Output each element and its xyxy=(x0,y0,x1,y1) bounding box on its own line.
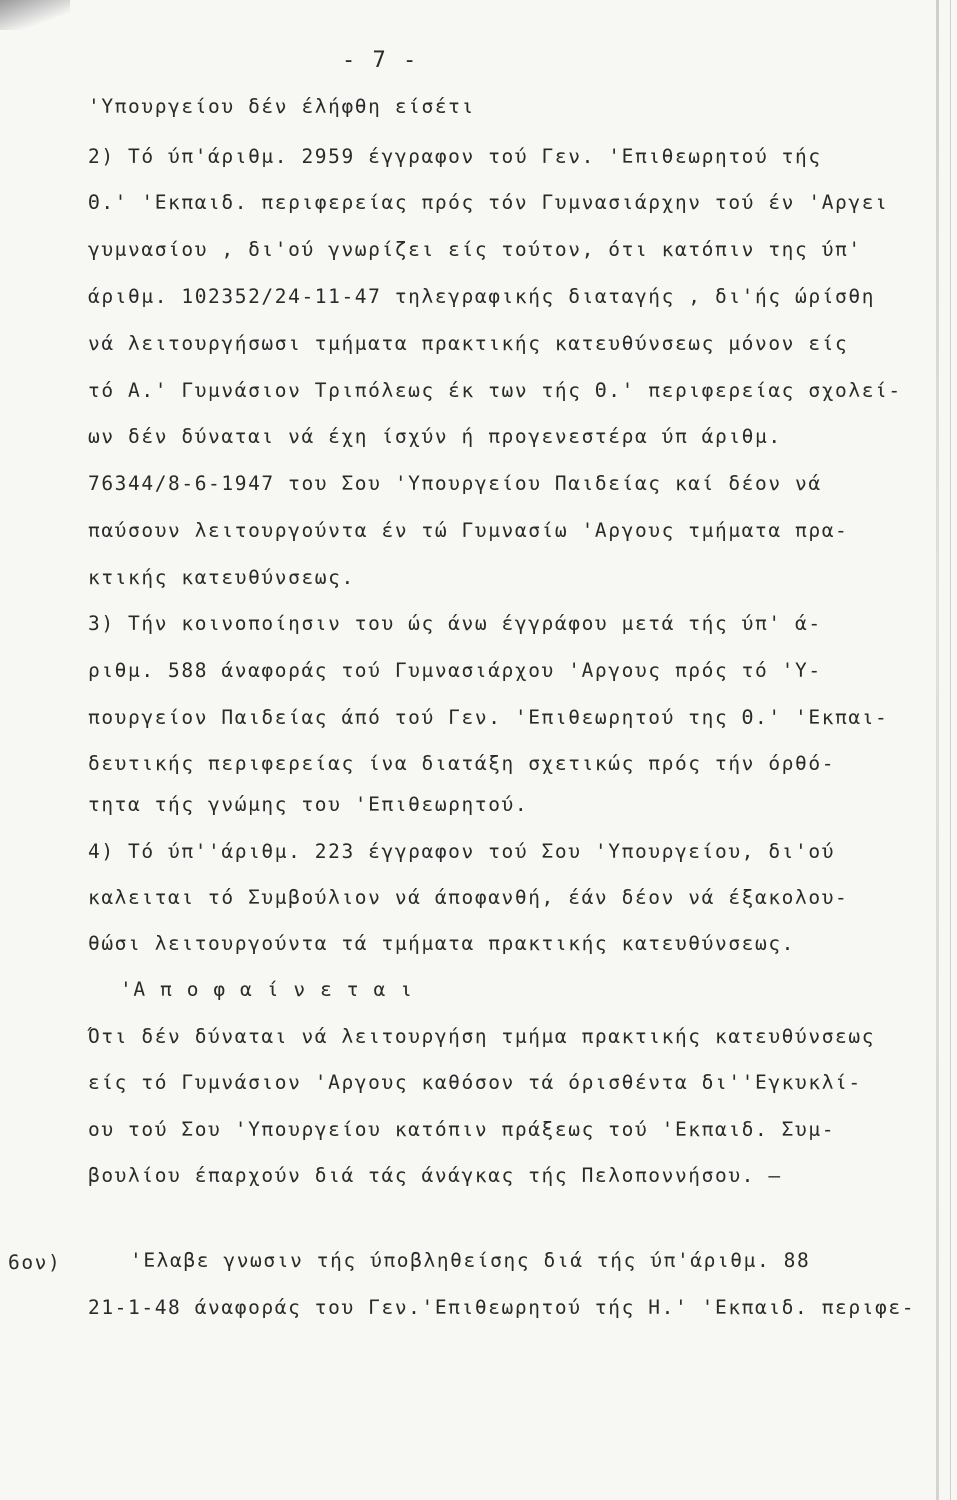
scan-corner-shadow xyxy=(0,0,70,30)
item-label-6: 6ον) xyxy=(8,1251,62,1274)
text-line: 21-1-48 άναφοράς του Γεν.'Επιθεωρητού τής Η.' 'Εκπαιδ. περιφε- xyxy=(88,1296,916,1319)
text-line: 4) Τό ύπ''άριθμ. 223 έγγραφον τού Σου 'Υπουργείου, δι'ού xyxy=(88,840,836,863)
text-line: ου τού Σου 'Υπουργείου κατόπιν πράξεως τού 'Εκπαιδ. Συμ- xyxy=(88,1118,836,1141)
text-line: 'Ελαβε γνωσιν τής ύποβληθείσης διά τής ύπ'άριθμ. 88 xyxy=(130,1249,811,1272)
text-line: νά λειτουργήσωσι τμήματα πρακτικής κατευθύνσεως μόνον είς xyxy=(88,332,849,355)
text-line: 'Υπουργείου δέν έλήφθη είσέτι xyxy=(88,95,475,118)
text-line: πουργείον Παιδείας άπό τού Γεν. 'Επιθεωρητού της Θ.' 'Εκπαι- xyxy=(88,706,889,729)
text-line: θώσι λειτουργούντα τά τμήματα πρακτικής κατευθύνσεως. xyxy=(88,932,796,955)
text-line: κτικής κατευθύνσεως. xyxy=(88,566,355,589)
text-line: τητα τής γνώμης του 'Επιθεωρητού. xyxy=(88,793,529,816)
text-line: Ότι δέν δύναται νά λειτουργήση τμήμα πρακτικής κατευθύνσεως xyxy=(88,1025,876,1048)
text-line: δευτικής περιφερείας ίνα διατάξη σχετικώς πρός τήν όρθό- xyxy=(88,752,836,775)
text-line: 2) Τό ύπ'άριθμ. 2959 έγγραφον τού Γεν. 'Επιθεωρητού τής xyxy=(88,145,822,168)
text-line: άριθμ. 102352/24-11-47 τηλεγραφικής διαταγής , δι'ής ώρίσθη xyxy=(88,285,876,308)
text-line: παύσουν λειτουργούντα έν τώ Γυμνασίω 'Αργους τμήματα πρα- xyxy=(88,519,849,542)
text-line: καλειται τό Συμβούλιον νά άποφανθή, έάν δέον νά έξακολου- xyxy=(88,886,849,909)
scan-edge-line xyxy=(936,0,939,1500)
text-line: είς τό Γυμνάσιον 'Αργους καθόσον τά όρισθέντα δι''Εγκυκλί- xyxy=(88,1071,862,1094)
text-line: βουλίου έπαρχούν διά τάς άνάγκας τής Πελοποννήσου. — xyxy=(88,1164,782,1187)
text-line: τό Α.' Γυμνάσιον Τριπόλεως έκ των τής Θ.' περιφερείας σχολεί- xyxy=(88,379,902,402)
text-line: ριθμ. 588 άναφοράς τού Γυμνασιάρχου 'Αργους πρός τό 'Υ- xyxy=(88,659,822,682)
text-line: γυμνασίου , δι'ού γνωρίζει είς τούτον, ότι κατόπιν της ύπ' xyxy=(88,238,862,261)
heading-apofainetai: 'Α π ο φ α ί ν ε τ α ι xyxy=(120,978,414,1001)
text-line: Θ.' 'Εκπαιδ. περιφερείας πρός τόν Γυμνασιάρχην τού έν 'Αργει xyxy=(88,191,889,214)
page-number: - 7 - xyxy=(342,48,419,73)
text-line: ων δέν δύναται νά έχη ίσχύν ή προγενεστέρα ύπ άριθμ. xyxy=(88,425,782,448)
scan-edge-line-2 xyxy=(950,0,951,1500)
text-line: 76344/8-6-1947 του Σου 'Υπουργείου Παιδείας καί δέον νά xyxy=(88,472,822,495)
text-line: 3) Τήν κοινοποίησιν του ώς άνω έγγράφου μετά τής ύπ' ά- xyxy=(88,612,822,635)
